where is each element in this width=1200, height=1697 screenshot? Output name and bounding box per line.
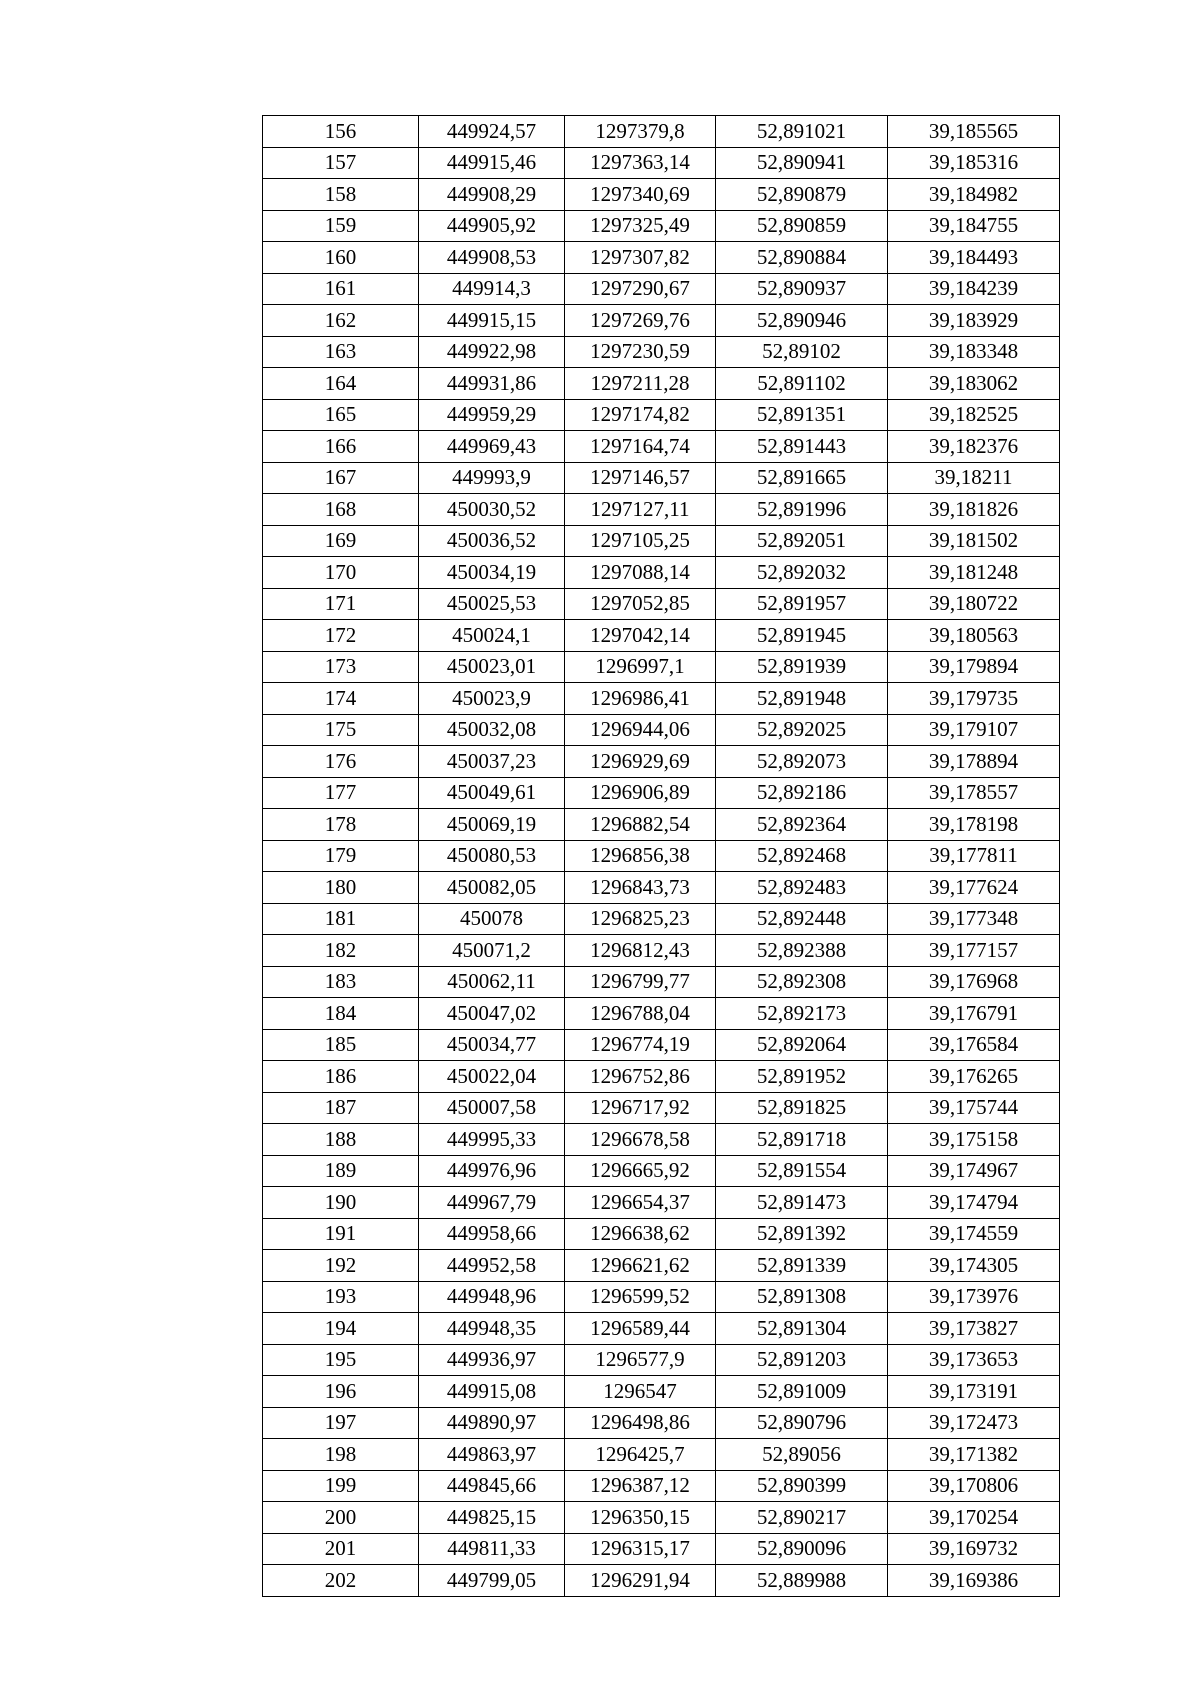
x-coordinate-cell: 450034,19	[419, 557, 565, 589]
point-number-cell: 182	[263, 935, 419, 967]
point-number-cell: 170	[263, 557, 419, 589]
table-row	[263, 1155, 1060, 1187]
longitude-cell: 39,175744	[888, 1092, 1060, 1124]
x-coordinate-cell: 449863,97	[419, 1439, 565, 1471]
table-row	[263, 368, 1060, 400]
latitude-cell: 52,89056	[716, 1439, 888, 1471]
latitude-cell: 52,892448	[716, 903, 888, 935]
latitude-cell: 52,891957	[716, 588, 888, 620]
point-number-cell: 191	[263, 1218, 419, 1250]
y-coordinate-cell: 1296788,04	[565, 998, 716, 1030]
x-coordinate-cell: 449976,96	[419, 1155, 565, 1187]
longitude-cell: 39,184493	[888, 242, 1060, 274]
point-number-cell: 201	[263, 1533, 419, 1565]
y-coordinate-cell: 1296665,92	[565, 1155, 716, 1187]
x-coordinate-cell: 449905,92	[419, 210, 565, 242]
point-number-cell: 161	[263, 273, 419, 305]
longitude-cell: 39,178894	[888, 746, 1060, 778]
latitude-cell: 52,891473	[716, 1187, 888, 1219]
x-coordinate-cell: 449811,33	[419, 1533, 565, 1565]
table-row	[263, 462, 1060, 494]
x-coordinate-cell: 450047,02	[419, 998, 565, 1030]
longitude-cell: 39,184982	[888, 179, 1060, 211]
table-row	[263, 494, 1060, 526]
longitude-cell: 39,176791	[888, 998, 1060, 1030]
latitude-cell: 52,890096	[716, 1533, 888, 1565]
table-row	[263, 588, 1060, 620]
table-row	[263, 1281, 1060, 1313]
y-coordinate-cell: 1296752,86	[565, 1061, 716, 1093]
point-number-cell: 167	[263, 462, 419, 494]
x-coordinate-cell: 449924,57	[419, 116, 565, 148]
y-coordinate-cell: 1296856,38	[565, 840, 716, 872]
longitude-cell: 39,183062	[888, 368, 1060, 400]
latitude-cell: 52,890937	[716, 273, 888, 305]
table-row	[263, 683, 1060, 715]
point-number-cell: 179	[263, 840, 419, 872]
longitude-cell: 39,174305	[888, 1250, 1060, 1282]
table-body	[263, 116, 1060, 1597]
latitude-cell: 52,89102	[716, 336, 888, 368]
y-coordinate-cell: 1296843,73	[565, 872, 716, 904]
x-coordinate-cell: 449915,15	[419, 305, 565, 337]
latitude-cell: 52,891308	[716, 1281, 888, 1313]
point-number-cell: 189	[263, 1155, 419, 1187]
latitude-cell: 52,890399	[716, 1470, 888, 1502]
latitude-cell: 52,892483	[716, 872, 888, 904]
longitude-cell: 39,175158	[888, 1124, 1060, 1156]
table-row	[263, 1565, 1060, 1597]
coordinates-table	[262, 115, 1060, 1597]
point-number-cell: 188	[263, 1124, 419, 1156]
latitude-cell: 52,891952	[716, 1061, 888, 1093]
table-row	[263, 399, 1060, 431]
x-coordinate-cell: 450071,2	[419, 935, 565, 967]
y-coordinate-cell: 1296498,86	[565, 1407, 716, 1439]
latitude-cell: 52,891443	[716, 431, 888, 463]
table-row	[263, 620, 1060, 652]
y-coordinate-cell: 1296906,89	[565, 777, 716, 809]
longitude-cell: 39,184755	[888, 210, 1060, 242]
x-coordinate-cell: 450023,9	[419, 683, 565, 715]
y-coordinate-cell: 1297269,76	[565, 305, 716, 337]
latitude-cell: 52,892073	[716, 746, 888, 778]
point-number-cell: 175	[263, 714, 419, 746]
table-row	[263, 147, 1060, 179]
longitude-cell: 39,176584	[888, 1029, 1060, 1061]
x-coordinate-cell: 450025,53	[419, 588, 565, 620]
latitude-cell: 52,891996	[716, 494, 888, 526]
table-row	[263, 651, 1060, 683]
longitude-cell: 39,172473	[888, 1407, 1060, 1439]
longitude-cell: 39,179894	[888, 651, 1060, 683]
longitude-cell: 39,170806	[888, 1470, 1060, 1502]
table-row	[263, 840, 1060, 872]
table-row	[263, 1407, 1060, 1439]
table-row	[263, 336, 1060, 368]
y-coordinate-cell: 1297379,8	[565, 116, 716, 148]
longitude-cell: 39,178198	[888, 809, 1060, 841]
y-coordinate-cell: 1296350,15	[565, 1502, 716, 1534]
y-coordinate-cell: 1296291,94	[565, 1565, 716, 1597]
point-number-cell: 198	[263, 1439, 419, 1471]
x-coordinate-cell: 449948,96	[419, 1281, 565, 1313]
y-coordinate-cell: 1297230,59	[565, 336, 716, 368]
longitude-cell: 39,177624	[888, 872, 1060, 904]
y-coordinate-cell: 1296986,41	[565, 683, 716, 715]
y-coordinate-cell: 1296929,69	[565, 746, 716, 778]
longitude-cell: 39,181826	[888, 494, 1060, 526]
latitude-cell: 52,889988	[716, 1565, 888, 1597]
latitude-cell: 52,891203	[716, 1344, 888, 1376]
x-coordinate-cell: 450069,19	[419, 809, 565, 841]
table-row	[263, 1029, 1060, 1061]
table-row	[263, 714, 1060, 746]
y-coordinate-cell: 1297325,49	[565, 210, 716, 242]
latitude-cell: 52,892388	[716, 935, 888, 967]
longitude-cell: 39,180722	[888, 588, 1060, 620]
latitude-cell: 52,891392	[716, 1218, 888, 1250]
latitude-cell: 52,890859	[716, 210, 888, 242]
point-number-cell: 158	[263, 179, 419, 211]
table-row	[263, 1313, 1060, 1345]
table-row	[263, 1250, 1060, 1282]
table-row	[263, 777, 1060, 809]
latitude-cell: 52,891009	[716, 1376, 888, 1408]
point-number-cell: 183	[263, 966, 419, 998]
longitude-cell: 39,183348	[888, 336, 1060, 368]
x-coordinate-cell: 449908,29	[419, 179, 565, 211]
y-coordinate-cell: 1296425,7	[565, 1439, 716, 1471]
point-number-cell: 162	[263, 305, 419, 337]
point-number-cell: 169	[263, 525, 419, 557]
table-row	[263, 746, 1060, 778]
latitude-cell: 52,891554	[716, 1155, 888, 1187]
latitude-cell: 52,892032	[716, 557, 888, 589]
latitude-cell: 52,890796	[716, 1407, 888, 1439]
longitude-cell: 39,173653	[888, 1344, 1060, 1376]
x-coordinate-cell: 449825,15	[419, 1502, 565, 1534]
x-coordinate-cell: 450032,08	[419, 714, 565, 746]
x-coordinate-cell: 449890,97	[419, 1407, 565, 1439]
x-coordinate-cell: 450024,1	[419, 620, 565, 652]
point-number-cell: 196	[263, 1376, 419, 1408]
latitude-cell: 52,892064	[716, 1029, 888, 1061]
point-number-cell: 199	[263, 1470, 419, 1502]
latitude-cell: 52,891945	[716, 620, 888, 652]
latitude-cell: 52,891021	[716, 116, 888, 148]
point-number-cell: 197	[263, 1407, 419, 1439]
latitude-cell: 52,890941	[716, 147, 888, 179]
y-coordinate-cell: 1296315,17	[565, 1533, 716, 1565]
point-number-cell: 156	[263, 116, 419, 148]
point-number-cell: 190	[263, 1187, 419, 1219]
longitude-cell: 39,178557	[888, 777, 1060, 809]
point-number-cell: 166	[263, 431, 419, 463]
point-number-cell: 178	[263, 809, 419, 841]
latitude-cell: 52,892308	[716, 966, 888, 998]
x-coordinate-cell: 449914,3	[419, 273, 565, 305]
table-row	[263, 273, 1060, 305]
latitude-cell: 52,890217	[716, 1502, 888, 1534]
longitude-cell: 39,176968	[888, 966, 1060, 998]
point-number-cell: 193	[263, 1281, 419, 1313]
table-row	[263, 525, 1060, 557]
table-row	[263, 1187, 1060, 1219]
latitude-cell: 52,891665	[716, 462, 888, 494]
table-row	[263, 1376, 1060, 1408]
x-coordinate-cell: 450080,53	[419, 840, 565, 872]
table-row	[263, 998, 1060, 1030]
x-coordinate-cell: 449948,35	[419, 1313, 565, 1345]
longitude-cell: 39,177811	[888, 840, 1060, 872]
y-coordinate-cell: 1297290,67	[565, 273, 716, 305]
table-row	[263, 116, 1060, 148]
y-coordinate-cell: 1296577,9	[565, 1344, 716, 1376]
table-row	[263, 1533, 1060, 1565]
point-number-cell: 186	[263, 1061, 419, 1093]
x-coordinate-cell: 449915,08	[419, 1376, 565, 1408]
x-coordinate-cell: 450078	[419, 903, 565, 935]
x-coordinate-cell: 449936,97	[419, 1344, 565, 1376]
longitude-cell: 39,181248	[888, 557, 1060, 589]
y-coordinate-cell: 1297340,69	[565, 179, 716, 211]
x-coordinate-cell: 450036,52	[419, 525, 565, 557]
longitude-cell: 39,176265	[888, 1061, 1060, 1093]
table-row	[263, 1218, 1060, 1250]
point-number-cell: 164	[263, 368, 419, 400]
point-number-cell: 168	[263, 494, 419, 526]
y-coordinate-cell: 1297042,14	[565, 620, 716, 652]
longitude-cell: 39,180563	[888, 620, 1060, 652]
latitude-cell: 52,892186	[716, 777, 888, 809]
longitude-cell: 39,173191	[888, 1376, 1060, 1408]
table-row	[263, 305, 1060, 337]
x-coordinate-cell: 450034,77	[419, 1029, 565, 1061]
longitude-cell: 39,181502	[888, 525, 1060, 557]
longitude-cell: 39,169386	[888, 1565, 1060, 1597]
point-number-cell: 181	[263, 903, 419, 935]
point-number-cell: 160	[263, 242, 419, 274]
y-coordinate-cell: 1296717,92	[565, 1092, 716, 1124]
point-number-cell: 202	[263, 1565, 419, 1597]
x-coordinate-cell: 449799,05	[419, 1565, 565, 1597]
table-row	[263, 935, 1060, 967]
table-row	[263, 242, 1060, 274]
point-number-cell: 194	[263, 1313, 419, 1345]
x-coordinate-cell: 449993,9	[419, 462, 565, 494]
x-coordinate-cell: 450023,01	[419, 651, 565, 683]
x-coordinate-cell: 449995,33	[419, 1124, 565, 1156]
point-number-cell: 192	[263, 1250, 419, 1282]
table-row	[263, 1092, 1060, 1124]
x-coordinate-cell: 449922,98	[419, 336, 565, 368]
point-number-cell: 195	[263, 1344, 419, 1376]
longitude-cell: 39,182525	[888, 399, 1060, 431]
x-coordinate-cell: 449959,29	[419, 399, 565, 431]
longitude-cell: 39,177348	[888, 903, 1060, 935]
longitude-cell: 39,174794	[888, 1187, 1060, 1219]
point-number-cell: 173	[263, 651, 419, 683]
latitude-cell: 52,892364	[716, 809, 888, 841]
y-coordinate-cell: 1297363,14	[565, 147, 716, 179]
x-coordinate-cell: 449908,53	[419, 242, 565, 274]
y-coordinate-cell: 1297088,14	[565, 557, 716, 589]
y-coordinate-cell: 1296654,37	[565, 1187, 716, 1219]
point-number-cell: 187	[263, 1092, 419, 1124]
latitude-cell: 52,891304	[716, 1313, 888, 1345]
point-number-cell: 172	[263, 620, 419, 652]
y-coordinate-cell: 1297211,28	[565, 368, 716, 400]
y-coordinate-cell: 1297174,82	[565, 399, 716, 431]
y-coordinate-cell: 1297146,57	[565, 462, 716, 494]
longitude-cell: 39,185316	[888, 147, 1060, 179]
point-number-cell: 200	[263, 1502, 419, 1534]
point-number-cell: 163	[263, 336, 419, 368]
y-coordinate-cell: 1297164,74	[565, 431, 716, 463]
table-row	[263, 1502, 1060, 1534]
latitude-cell: 52,891939	[716, 651, 888, 683]
y-coordinate-cell: 1297105,25	[565, 525, 716, 557]
longitude-cell: 39,18211	[888, 462, 1060, 494]
point-number-cell: 157	[263, 147, 419, 179]
x-coordinate-cell: 449931,86	[419, 368, 565, 400]
point-number-cell: 159	[263, 210, 419, 242]
point-number-cell: 176	[263, 746, 419, 778]
table-row	[263, 1344, 1060, 1376]
y-coordinate-cell: 1296638,62	[565, 1218, 716, 1250]
table-row	[263, 1124, 1060, 1156]
x-coordinate-cell: 450022,04	[419, 1061, 565, 1093]
longitude-cell: 39,174967	[888, 1155, 1060, 1187]
y-coordinate-cell: 1296997,1	[565, 651, 716, 683]
latitude-cell: 52,891102	[716, 368, 888, 400]
longitude-cell: 39,174559	[888, 1218, 1060, 1250]
y-coordinate-cell: 1296825,23	[565, 903, 716, 935]
table-row	[263, 1439, 1060, 1471]
latitude-cell: 52,892051	[716, 525, 888, 557]
point-number-cell: 177	[263, 777, 419, 809]
x-coordinate-cell: 449845,66	[419, 1470, 565, 1502]
x-coordinate-cell: 449958,66	[419, 1218, 565, 1250]
table-row	[263, 872, 1060, 904]
longitude-cell: 39,171382	[888, 1439, 1060, 1471]
longitude-cell: 39,179107	[888, 714, 1060, 746]
latitude-cell: 52,890946	[716, 305, 888, 337]
y-coordinate-cell: 1296387,12	[565, 1470, 716, 1502]
longitude-cell: 39,183929	[888, 305, 1060, 337]
y-coordinate-cell: 1297307,82	[565, 242, 716, 274]
y-coordinate-cell: 1296589,44	[565, 1313, 716, 1345]
x-coordinate-cell: 450007,58	[419, 1092, 565, 1124]
latitude-cell: 52,892468	[716, 840, 888, 872]
latitude-cell: 52,891339	[716, 1250, 888, 1282]
longitude-cell: 39,182376	[888, 431, 1060, 463]
y-coordinate-cell: 1297052,85	[565, 588, 716, 620]
x-coordinate-cell: 450037,23	[419, 746, 565, 778]
table-row	[263, 1470, 1060, 1502]
x-coordinate-cell: 450062,11	[419, 966, 565, 998]
table-row	[263, 809, 1060, 841]
point-number-cell: 185	[263, 1029, 419, 1061]
y-coordinate-cell: 1296812,43	[565, 935, 716, 967]
point-number-cell: 174	[263, 683, 419, 715]
latitude-cell: 52,892025	[716, 714, 888, 746]
table-row	[263, 903, 1060, 935]
latitude-cell: 52,890879	[716, 179, 888, 211]
table-row	[263, 557, 1060, 589]
y-coordinate-cell: 1296944,06	[565, 714, 716, 746]
y-coordinate-cell: 1297127,11	[565, 494, 716, 526]
y-coordinate-cell: 1296678,58	[565, 1124, 716, 1156]
table-row	[263, 431, 1060, 463]
point-number-cell: 184	[263, 998, 419, 1030]
y-coordinate-cell: 1296882,54	[565, 809, 716, 841]
latitude-cell: 52,891948	[716, 683, 888, 715]
longitude-cell: 39,170254	[888, 1502, 1060, 1534]
x-coordinate-cell: 450082,05	[419, 872, 565, 904]
longitude-cell: 39,173976	[888, 1281, 1060, 1313]
x-coordinate-cell: 449915,46	[419, 147, 565, 179]
x-coordinate-cell: 450030,52	[419, 494, 565, 526]
point-number-cell: 180	[263, 872, 419, 904]
longitude-cell: 39,179735	[888, 683, 1060, 715]
latitude-cell: 52,890884	[716, 242, 888, 274]
longitude-cell: 39,184239	[888, 273, 1060, 305]
longitude-cell: 39,177157	[888, 935, 1060, 967]
latitude-cell: 52,892173	[716, 998, 888, 1030]
x-coordinate-cell: 449967,79	[419, 1187, 565, 1219]
y-coordinate-cell: 1296599,52	[565, 1281, 716, 1313]
table-row	[263, 210, 1060, 242]
point-number-cell: 165	[263, 399, 419, 431]
point-number-cell: 171	[263, 588, 419, 620]
table-row	[263, 966, 1060, 998]
y-coordinate-cell: 1296799,77	[565, 966, 716, 998]
x-coordinate-cell: 449952,58	[419, 1250, 565, 1282]
latitude-cell: 52,891718	[716, 1124, 888, 1156]
x-coordinate-cell: 450049,61	[419, 777, 565, 809]
y-coordinate-cell: 1296621,62	[565, 1250, 716, 1282]
table-row	[263, 1061, 1060, 1093]
latitude-cell: 52,891825	[716, 1092, 888, 1124]
table-row	[263, 179, 1060, 211]
x-coordinate-cell: 449969,43	[419, 431, 565, 463]
y-coordinate-cell: 1296774,19	[565, 1029, 716, 1061]
longitude-cell: 39,173827	[888, 1313, 1060, 1345]
longitude-cell: 39,169732	[888, 1533, 1060, 1565]
latitude-cell: 52,891351	[716, 399, 888, 431]
longitude-cell: 39,185565	[888, 116, 1060, 148]
y-coordinate-cell: 1296547	[565, 1376, 716, 1408]
